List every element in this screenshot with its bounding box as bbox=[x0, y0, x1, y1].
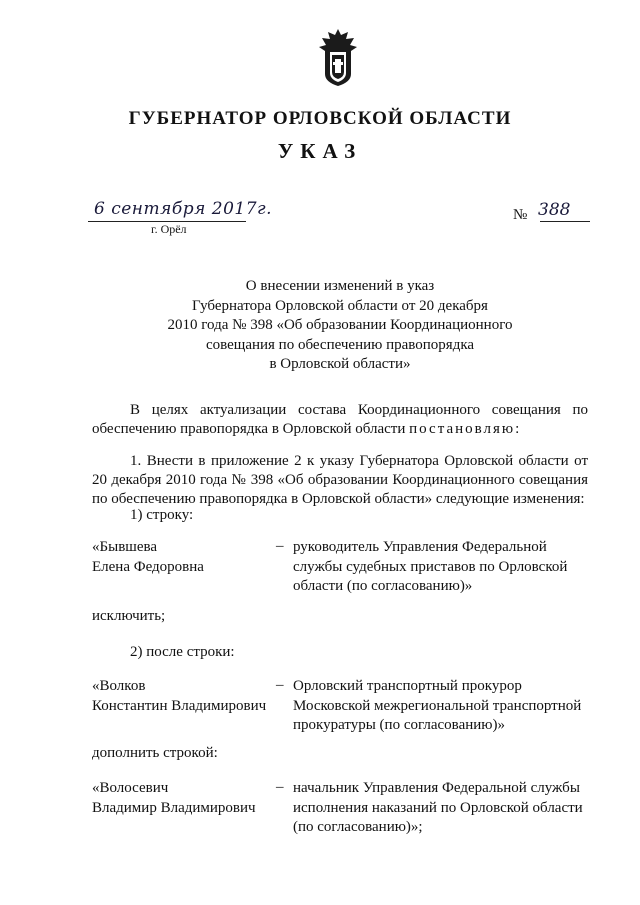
entry-dash: – bbox=[276, 538, 284, 554]
item1-paragraph bbox=[92, 452, 588, 509]
city-label: г. Орёл bbox=[151, 222, 187, 236]
entry-desc: (по согласованию)»; bbox=[293, 819, 423, 835]
subject-line: О внесении изменений в указ bbox=[245, 278, 435, 294]
authority-title: ГУБЕРНАТОР ОРЛОВСКОЙ ОБЛАСТИ bbox=[128, 108, 512, 129]
entry-desc: Московской межрегиональной транспортной bbox=[293, 697, 582, 714]
subject-line: 2010 года № 398 «Об образовании Координационного bbox=[167, 317, 513, 333]
entry-desc: прокуратуры (по согласованию)» bbox=[293, 717, 505, 733]
preamble-paragraph bbox=[92, 401, 588, 439]
entry-name: «Волосевич bbox=[92, 780, 169, 796]
entry-dash: – bbox=[276, 779, 284, 795]
subject-block bbox=[140, 277, 540, 375]
entry-name: Константин Владимирович bbox=[92, 697, 267, 714]
sub2-label: 2) после строки: bbox=[130, 644, 235, 660]
item1-text: 1. Внести в приложение 2 к указу Губернатора Орловской области от 20 декабря 2010 года № 398 «Об образовании Координационного совещания по обеспечению правопорядка в Орловской области» следующие изменения: bbox=[92, 453, 588, 507]
number-label: № bbox=[513, 207, 528, 223]
entry-desc: службы судебных приставов по Орловской bbox=[293, 558, 568, 575]
entry-desc: начальник Управления Федеральной службы bbox=[293, 780, 580, 796]
entry-desc: руководитель Управления Федеральной bbox=[293, 539, 547, 555]
entry-dash: – bbox=[276, 677, 284, 693]
entry-name: Владимир Владимирович bbox=[92, 799, 256, 816]
date-handwritten: 6 сентября 2017г. bbox=[94, 199, 273, 219]
entry-name: «Бывшева bbox=[92, 539, 158, 555]
exclude-text: исключить; bbox=[92, 608, 166, 624]
number-handwritten: 388 bbox=[538, 200, 571, 220]
coat-of-arms-icon bbox=[313, 26, 363, 88]
doc-type-title: УКАЗ bbox=[277, 139, 363, 163]
entry-desc: Орловский транспортный прокурор bbox=[293, 678, 522, 694]
preamble-text: В целях актуализации состава Координационного совещания по обеспечению правопорядка в Орловской области bbox=[92, 402, 588, 437]
subject-line: Губернатора Орловской области от 20 декабря bbox=[192, 297, 488, 314]
decree-word: постановляю: bbox=[409, 421, 522, 437]
sub1-label: 1) строку: bbox=[130, 507, 194, 523]
subject-line: в Орловской области» bbox=[269, 356, 411, 372]
entry-desc: исполнения наказаний по Орловской области bbox=[293, 799, 583, 816]
add-line-text: дополнить строкой: bbox=[92, 745, 218, 761]
subject-line: совещания по обеспечению правопорядка bbox=[205, 336, 475, 353]
entry-name: Елена Федоровна bbox=[92, 558, 204, 575]
entry-desc: области (по согласованию)» bbox=[293, 578, 473, 594]
entry-name: «Волков bbox=[92, 678, 146, 694]
